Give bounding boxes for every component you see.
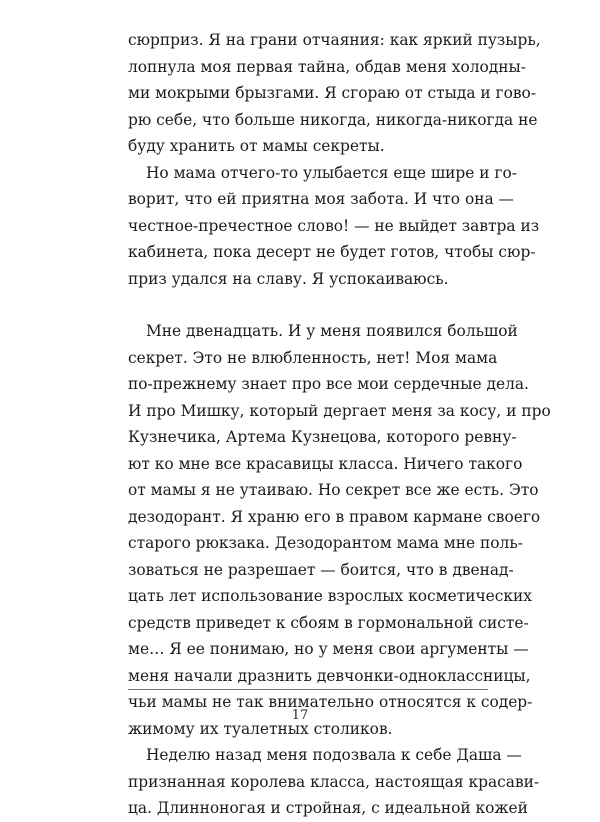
text-line: старого рюкзака. Дезодорантом мама мне поль-	[128, 534, 523, 552]
paragraph-3	[128, 318, 551, 742]
text-line: сюрприз. Я на грани отчаяния: как яркий пузырь,	[128, 31, 541, 49]
paragraph-4	[128, 742, 540, 822]
text-line: жимому их туалетных столиков.	[128, 719, 393, 738]
text-line: ца. Длинноногая и стройная, с идеальной кожей	[128, 799, 528, 817]
text-line: по-прежнему знает про все мои сердечные дела.	[128, 375, 529, 393]
text-line: чьи мамы не так внимательно относятся к содер-	[128, 693, 533, 711]
paragraph-1	[128, 27, 541, 160]
text-line: зоваться не разрешает — боится, что в двенад-	[128, 560, 514, 579]
text-line: честное-пречестное слово! — не выйдет завтра из	[128, 216, 540, 235]
text-line: цать лет использование взрослых косметических	[128, 587, 532, 605]
text-line: лопнула моя первая тайна, обдав меня холодны-	[128, 57, 526, 76]
text-line: приз удался на славу. Я успокаиваюсь.	[128, 269, 449, 288]
text-line: секрет. Это не влюбленность, нет! Моя мама	[128, 348, 498, 367]
text-line: признанная королева класса, настоящая красави-	[128, 772, 540, 791]
page-number: 17	[291, 708, 309, 723]
paragraph-2	[128, 160, 540, 293]
text-line: кабинета, пока десерт не будет готов, чтобы сюр-	[128, 243, 536, 261]
body-text	[128, 27, 551, 822]
text-line: ют ко мне все красавицы класса. Ничего такого	[128, 454, 523, 473]
text-line: ме… Я ее понимаю, но у меня свои аргументы —	[128, 640, 529, 658]
text-line: Неделю назад меня подозвала к себе Даша —	[146, 746, 522, 764]
text-line: Кузнечика, Артема Кузнецова, которого ревну-	[128, 428, 517, 446]
text-line: Мне двенадцать. И у меня появился большой	[146, 322, 518, 340]
text-line: рю себе, что больше никогда, никогда-никогда не	[128, 110, 538, 129]
text-line: ми мокрыми брызгами. Я сгораю от стыда и гово-	[128, 84, 537, 102]
text-line: ворит, что ей приятна моя забота. И что она —	[128, 190, 514, 208]
section-break	[128, 292, 488, 318]
text-line: И про Мишку, который дергает меня за косу, и про	[128, 401, 551, 420]
text-line: буду хранить от мамы секреты.	[128, 137, 385, 155]
text-line: средств приведет к сбоям в гормональной систе-	[128, 613, 529, 632]
text-line: Но мама отчего-то улыбается еще шире и го-	[146, 163, 517, 182]
text-line: от мамы я не утаиваю. Но секрет все же есть. Это	[128, 481, 539, 499]
footer-rule	[128, 689, 488, 690]
text-line: меня начали дразнить девчонки-одноклассницы,	[128, 666, 531, 685]
text-line: дезодорант. Я храню его в правом кармане своего	[128, 507, 541, 526]
